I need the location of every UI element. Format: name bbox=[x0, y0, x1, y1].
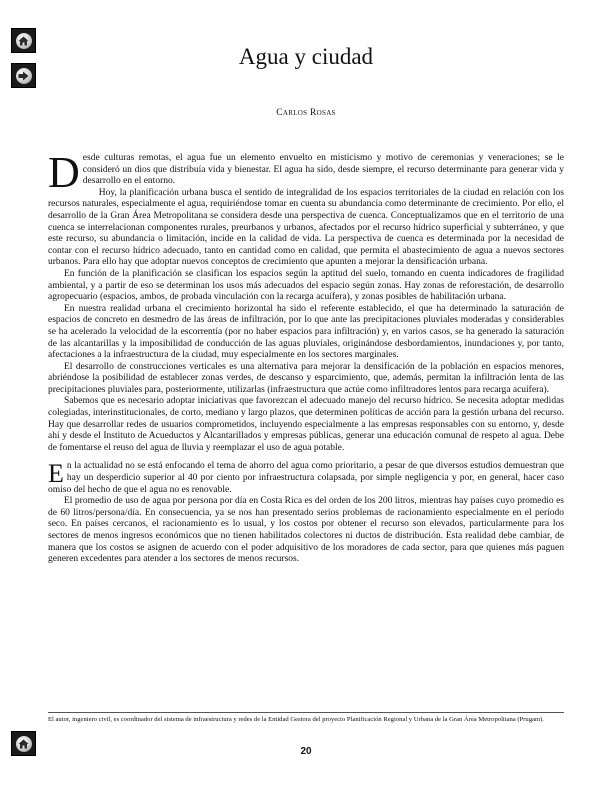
author-name: Carlos Rosas bbox=[276, 108, 336, 118]
footnote-divider bbox=[48, 712, 564, 713]
paragraph-4: En nuestra realidad urbana el crecimiento horizontal ha sido el referente establecido, el que ha determinado la saturación de espacios de concreto en desmedro de las áreas de infiltración, por lo que ante las precipitaciones pluviales moderadas y considerables se ha acelerado la velocidad de la escorrentía (por no haber espacios para infiltración) y, en varios casos, se ha generado la saturación de las alcantarillas y la imposibilidad de conducción de las aguas pluviales, originándose desbordamientos, inundaciones y, por tanto, afectaciones a la infraestructura de la ciudad, muy especialmente en los sectores marginales. bbox=[48, 303, 564, 361]
paragraph-3: En función de la planificación se clasifican los espacios según la aptitud del suelo, tomando en cuenta indicadores de fragilidad ambiental, y a partir de eso se determinan los usos más adecuados del espacio según zonas. Hay zonas de reforestación, de desarrollo agropecuario (espacios, ambos, de probada vinculación con la recarga acuífera), y zonas posibles de habilitación urbana. bbox=[48, 268, 564, 303]
paragraph-5: El desarrollo de construcciones verticales es una alternativa para mejorar la densificación de la población en espacios menores, abriéndose la posibilidad de establecer zonas verdes, de descanso y esparcimiento, que, además, permitan la infiltración lenta de las precipitaciones pluviales para, posteriormente, utilizarlas (infraestructura que actúe como infiltradores lentos para recarga acuífera). bbox=[48, 361, 564, 395]
paragraph-text: n la actualidad no se está enfocando el tema de ahorro del agua como prioritario, a pesar de que diversos estudios demuestran que hay un desperdicio superior al 40 por ciento por infraestructura colapsada, por simple negligencia y por, en general, hacer caso omiso del hecho de que el agua no es renovable. bbox=[48, 461, 564, 495]
drop-cap: E bbox=[48, 459, 64, 489]
paragraph-text: esde culturas remotas, el agua fue un elemento envuelto en misticismo y motivo de ceremonias y veneraciones; se le consideró un dios que distribuía vida y bienestar. El agua ha sido, desde siempre, el recurso determinante para generar vida y desarrollo en el entorno. bbox=[82, 153, 564, 187]
author-footnote: El autor, ingeniero civil, es coordinador del sistema de infraestructura y redes de la Entidad Gestora del proyecto Planificación Regional y Urbana de la Gran Área Metropolitana (Prugam). bbox=[48, 716, 544, 723]
paragraph-1 bbox=[48, 148, 564, 197]
article-title: Agua y ciudad bbox=[238, 44, 374, 69]
paragraph-8: El promedio de uso de agua por persona por día en Costa Rica es del orden de los 200 litros, mientras hay países cuyo promedio es de 60 litros/persona/día. En consecuencia, ya se nos han presentado serios problemas de racionamiento especialmente en el período seco. En países cercanos, el racionamiento es lo usual, y los costos por obtener el recurso son elevados, particularmente para los sectores de menos ingresos económicos que no tienen habilitados colectores ni ductos de distribución. Esta realidad debe cambiar, de manera que los costos se asignen de acuerdo con el poder adquisitivo de los moradores de cada sector, para que quienes más paguen generen excedentes para atender a los sectores de menos recursos. bbox=[48, 496, 564, 565]
article-body bbox=[48, 148, 564, 566]
paragraph-6: Sabemos que es necesario adoptar iniciativas que favorezcan el adecuado manejo del recurso hídrico. Se necesita adoptar medidas colegiadas, interinstitucionales, de corto, mediano y largo plazos, que determinen políticas de acción para la gestión urbana del recurso. Hay que desarrollar redes de usuarios comprometidos, incluyendo especialmente a las empresas responsables con su entorno, y, desde ahí y desde el Instituto de Acueductos y Alcantarillados y empresas públicas, generar una educación comunal de respeto al agua. Debe de fomentarse el reuso del agua de lluvia y reemplazar el uso de agua potable. bbox=[48, 396, 564, 453]
page-number: 20 bbox=[300, 746, 312, 757]
paragraph-2: Hoy, la planificación urbana busca el sentido de integralidad de los espacios territoriales de la ciudad en relación con los recursos naturales, especialmente el agua, requiriéndose tomar en cuenta su abundancia como determinante de crecimiento. Por ello, el desarrollo de la Gran Área Metropolitana se considera desde una perspectiva de cuenca. Conceptualizamos que en el territorio de una cuenca se interrelacionan componentes rurales, preurbanos y urbanos, afectados por el recurso hídrico superficial y subterráneo, y que este recurso, su abundancia o limitación, incide en la calidad de vida. La perspectiva de cuenca es determinada por la necesidad de contar con el recurso hídrico adecuado, tanto en cantidad como en calidad, que permita el abastecimiento de agua a nuevos sectores urbanos. Para ello hay que adoptar nuevos conceptos de crecimiento que apunten a mejorar la densificación urbana. bbox=[48, 187, 564, 268]
drop-cap: D bbox=[48, 148, 80, 197]
paragraph-7 bbox=[48, 461, 564, 496]
